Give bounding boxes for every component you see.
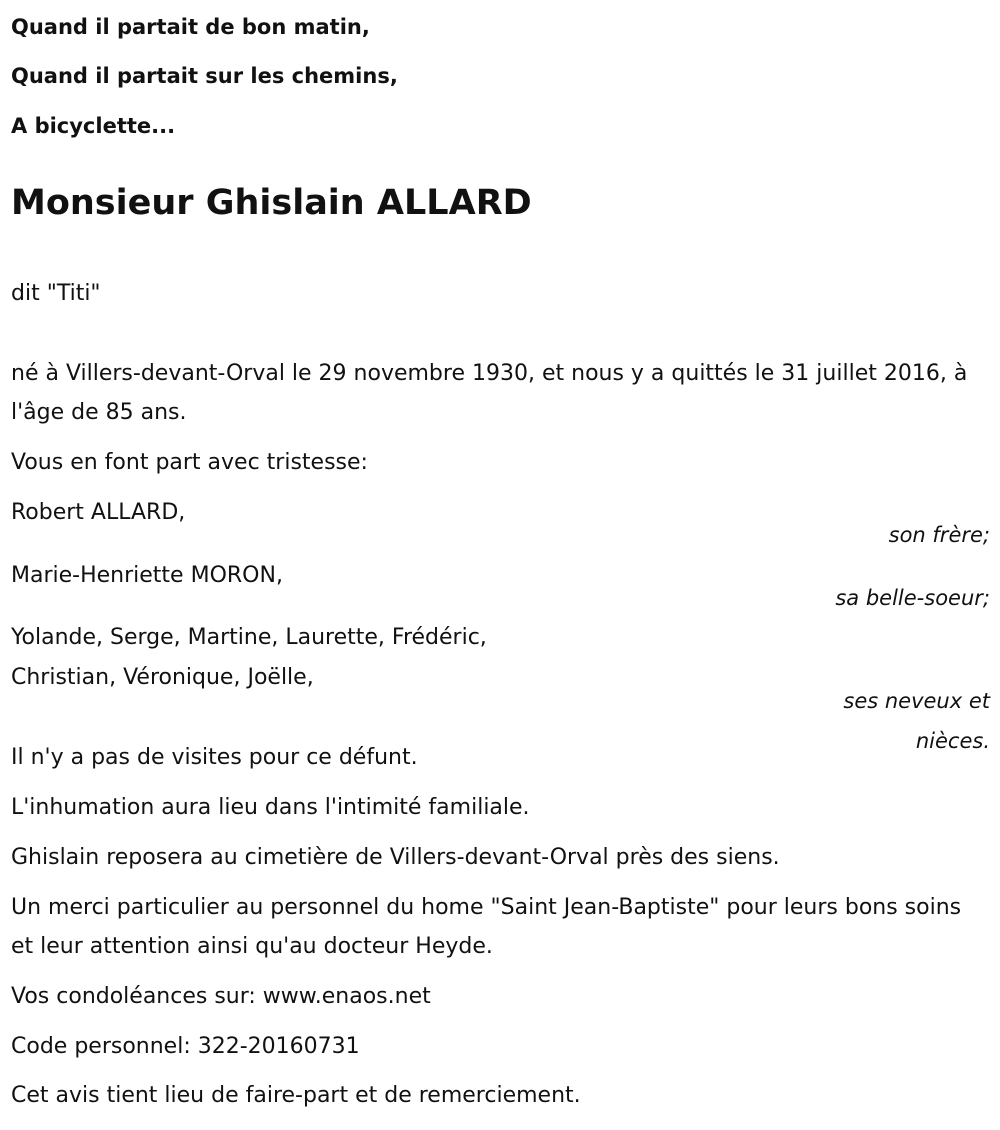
resting-place-text: Ghislain reposera au cimetière de Villers-devant-Orval près des siens.: [11, 845, 780, 870]
announcement-intro: Vous en font part avec tristesse:: [11, 450, 368, 475]
condolences-link[interactable]: Vos condoléances sur: www.enaos.net: [11, 984, 431, 1009]
family-member-names: Robert ALLARD,: [11, 500, 186, 525]
family-member-relation: nièces.: [915, 729, 990, 753]
family-member-names: Christian, Véronique, Joëlle,: [11, 665, 314, 690]
family-member-relation: ses neveux et: [843, 689, 990, 713]
family-member-relation: sa belle-soeur;: [835, 586, 990, 610]
poem-line-2: Quand il partait sur les chemins,: [11, 64, 398, 88]
poem-line-3: A bicyclette...: [11, 114, 176, 138]
thanks-text: Un merci particulier au personnel du home "Saint Jean-Baptiste" pour leurs bons soins et leur attention ainsi qu'au docteur Heyde.: [11, 895, 962, 959]
nickname: dit "Titi": [11, 281, 101, 306]
visits-text: Il n'y a pas de visites pour ce défunt.: [11, 745, 418, 770]
burial-text: L'inhumation aura lieu dans l'intimité familiale.: [11, 795, 530, 820]
family-member-names: Marie-Henriette MORON,: [11, 563, 283, 588]
notice-text: Cet avis tient lieu de faire-part et de remerciement.: [11, 1083, 581, 1108]
birth-death-text: né à Villers-devant-Orval le 29 novembre 1930, et nous y a quittés le 31 juillet 2016, à l'âge de 85 ans.: [11, 361, 968, 425]
deceased-name: Monsieur Ghislain ALLARD: [11, 183, 532, 223]
personal-code: Code personnel: 322-20160731: [11, 1034, 360, 1059]
poem-line-1: Quand il partait de bon matin,: [11, 15, 370, 39]
family-member-names: Yolande, Serge, Martine, Laurette, Frédéric,: [11, 625, 487, 650]
family-member-relation: son frère;: [888, 523, 990, 547]
